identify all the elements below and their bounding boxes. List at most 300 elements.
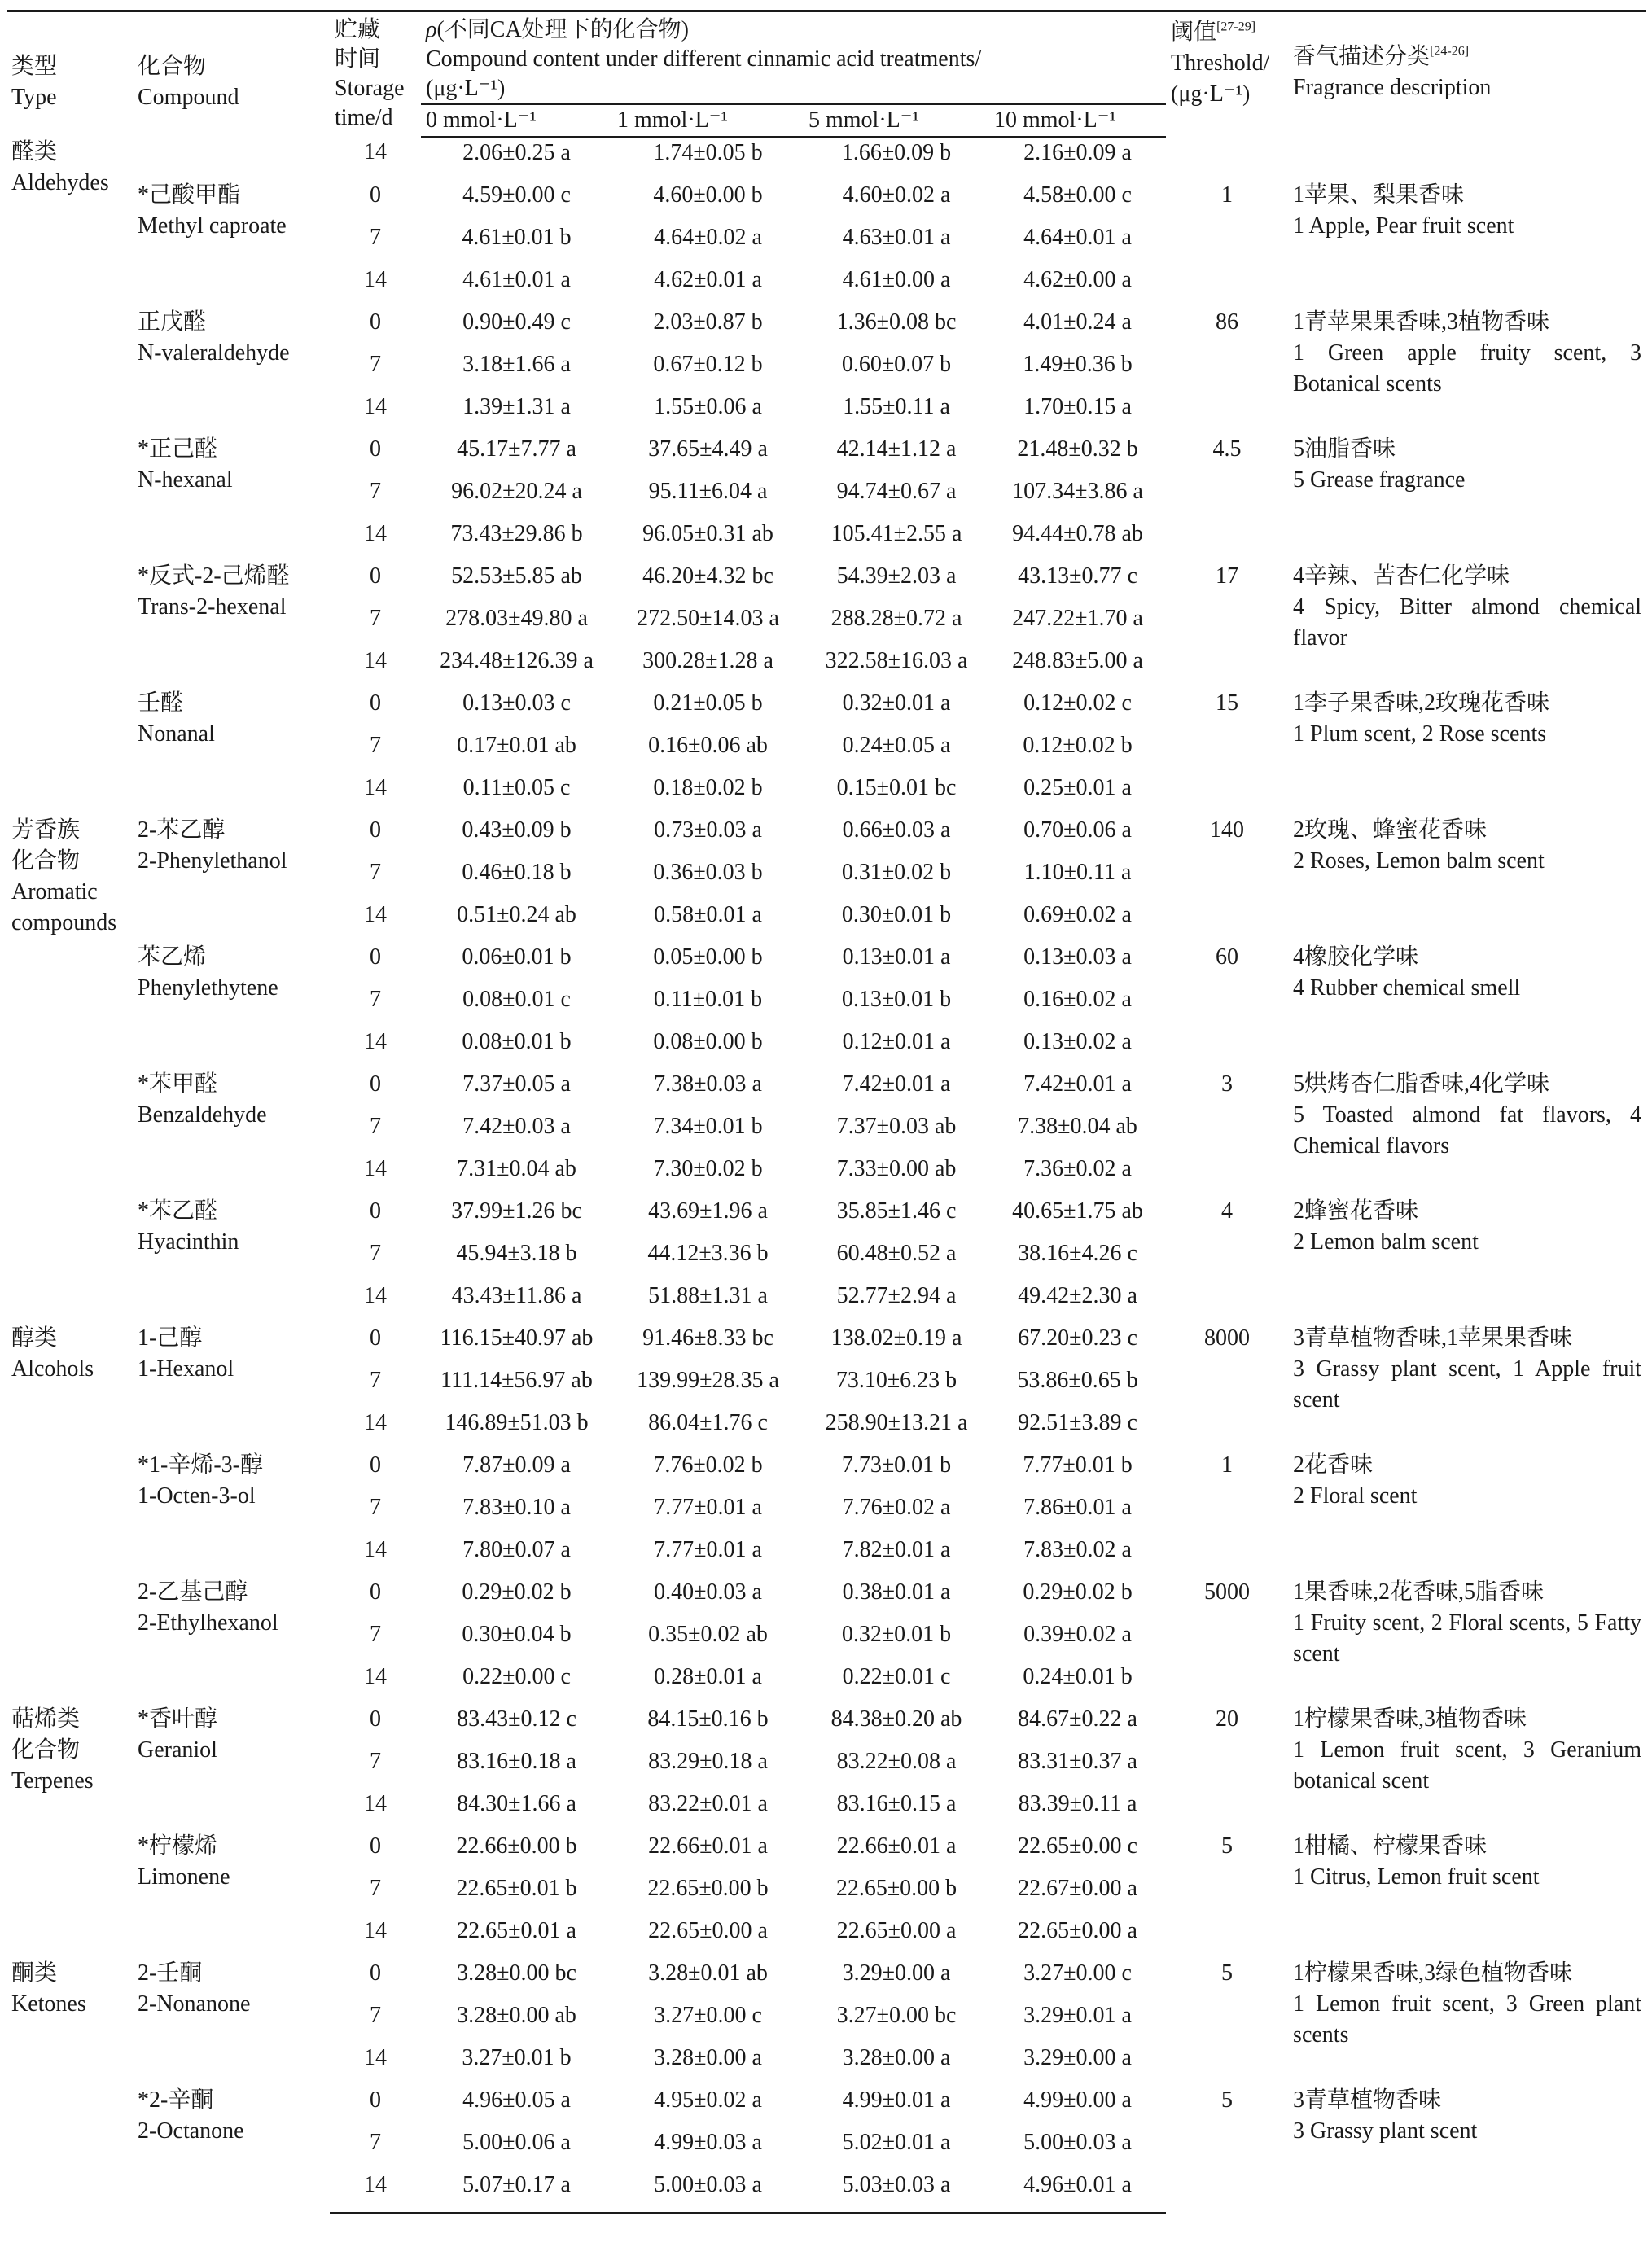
storage-day: 14	[364, 1537, 387, 1562]
storage-day: 0	[370, 182, 381, 208]
content-value: 73.43±29.86 b	[450, 521, 583, 546]
compound-type-line: Aldehydes	[11, 170, 109, 195]
storage-day: 7	[370, 606, 381, 631]
content-value: 22.66±0.01 a	[836, 1833, 957, 1859]
header-fragrance-en: Fragrance description	[1293, 75, 1492, 100]
content-value: 3.27±0.01 b	[462, 2045, 572, 2070]
content-value: 1.36±0.08 bc	[836, 309, 957, 335]
content-value: 95.11±6.04 a	[648, 479, 768, 504]
compound-name-line: 2-Nonanone	[138, 1991, 251, 2017]
storage-day: 7	[370, 1622, 381, 1647]
fragrance-description	[1288, 1704, 1646, 1831]
content-value: 4.61±0.01 b	[462, 225, 572, 250]
storage-day: 14	[364, 1918, 387, 1943]
content-value: 0.06±0.01 b	[462, 944, 572, 970]
content-value: 278.03±49.80 a	[445, 606, 588, 631]
storage-day: 0	[370, 817, 381, 843]
content-value: 0.58±0.01 a	[654, 902, 762, 927]
fragrance-description-line: 1苹果、梨果香味	[1293, 182, 1465, 208]
content-value: 22.65±0.01 a	[457, 1918, 576, 1943]
fragrance-description-line: 1李子果香味,2玫瑰花香味	[1293, 690, 1550, 716]
content-value: 300.28±1.28 a	[642, 648, 773, 673]
content-value: 7.77±0.01 a	[654, 1495, 762, 1520]
content-value: 1.39±1.31 a	[462, 394, 571, 419]
content-value: 5.00±0.06 a	[462, 2130, 571, 2155]
content-value: 0.12±0.02 c	[1023, 690, 1132, 716]
content-value: 83.22±0.08 a	[836, 1749, 957, 1774]
threshold-value: 4	[1221, 1198, 1234, 1224]
fragrance-description-line: 1 Citrus, Lemon fruit scent	[1293, 1864, 1540, 1890]
compound-type-line: 酮类	[11, 1960, 58, 1986]
compound-name	[133, 561, 330, 688]
content-value: 0.67±0.12 b	[653, 352, 763, 377]
content-value: 7.82±0.01 a	[842, 1537, 951, 1562]
content-value: 1.10±0.11 a	[1023, 860, 1132, 885]
storage-day: 14	[364, 1156, 387, 1181]
content-value: 0.31±0.02 b	[841, 860, 952, 885]
content-value: 0.15±0.01 bc	[836, 775, 957, 800]
content-value: 146.89±51.03 b	[445, 1410, 589, 1435]
content-value: 83.16±0.15 a	[836, 1791, 957, 1816]
header-fragrance-zh: 香气描述分类[24-26]	[1293, 44, 1470, 69]
table-row	[7, 1323, 1646, 1365]
threshold-value: 5	[1221, 1833, 1234, 1859]
content-value: 21.48±0.32 b	[1017, 436, 1138, 462]
content-value: 84.15±0.16 b	[647, 1706, 769, 1732]
compound-name-line: Trans-2-hexenal	[138, 594, 287, 620]
content-value: 22.65±0.00 a	[1018, 1918, 1137, 1943]
storage-day: 14	[364, 902, 387, 927]
storage-day: 14	[364, 2045, 387, 2070]
content-value: 4.63±0.01 a	[842, 225, 951, 250]
compound-type-line: Ketones	[11, 1991, 86, 2017]
compound-name-line: 2-Ethylhexanol	[138, 1610, 278, 1636]
content-value: 60.48±0.52 a	[836, 1241, 957, 1266]
content-value: 96.05±0.31 ab	[642, 521, 773, 546]
fragrance-description-line: 1柠檬果香味,3绿色植物香味	[1293, 1960, 1573, 1986]
content-value: 51.88±1.31 a	[648, 1283, 768, 1308]
storage-day: 7	[370, 1368, 381, 1393]
fragrance-description-line: 3青草植物香味,1苹果果香味	[1293, 1325, 1573, 1351]
content-value: 0.40±0.03 a	[654, 1579, 762, 1605]
table-header	[7, 11, 1646, 138]
content-value: 22.67±0.00 a	[1018, 1876, 1137, 1901]
content-value: 7.77±0.01 b	[1023, 1452, 1133, 1478]
content-value: 0.08±0.00 b	[653, 1029, 763, 1054]
fragrance-description-line: 4橡胶化学味	[1293, 944, 1419, 970]
storage-day: 14	[364, 139, 387, 164]
threshold-value: 15	[1216, 690, 1239, 716]
content-value: 3.27±0.00 c	[1023, 1960, 1132, 1986]
compound-name-line: 2-苯乙醇	[138, 817, 226, 843]
compound-name	[133, 1450, 330, 1577]
content-value: 43.69±1.96 a	[648, 1198, 768, 1224]
content-value: 22.65±0.00 a	[648, 1918, 768, 1943]
compound-name-line: 2-乙基己醇	[138, 1579, 248, 1605]
content-value: 0.11±0.05 c	[462, 775, 571, 800]
content-value: 43.13±0.77 c	[1018, 563, 1137, 589]
storage-day: 0	[370, 690, 381, 716]
content-value: 1.74±0.05 b	[653, 140, 763, 165]
storage-day: 7	[370, 987, 381, 1012]
fragrance-description-line: 2花香味	[1293, 1452, 1374, 1478]
threshold-value	[1166, 137, 1288, 180]
content-value: 7.42±0.01 a	[842, 1071, 951, 1097]
content-value: 7.36±0.02 a	[1023, 1156, 1132, 1181]
header-compound-zh: 化合物	[138, 54, 207, 79]
compound-name-line: 壬醛	[138, 690, 184, 716]
content-value: 83.39±0.11 a	[1018, 1791, 1137, 1816]
compound-name	[133, 1577, 330, 1704]
compound-name	[133, 434, 330, 561]
content-value: 0.38±0.01 a	[842, 1579, 951, 1605]
content-value: 0.32±0.01 a	[842, 690, 951, 716]
content-value: 0.16±0.06 ab	[648, 733, 768, 758]
compound-name	[133, 1196, 330, 1323]
content-value: 3.28±0.00 a	[654, 2045, 762, 2070]
content-value: 0.66±0.03 a	[842, 817, 951, 843]
content-value: 37.99±1.26 bc	[451, 1198, 582, 1224]
compound-name	[133, 1323, 330, 1450]
compound-name-line: 2-Octanone	[138, 2118, 244, 2144]
compound-name-line: N-hexanal	[138, 467, 233, 493]
table-row	[7, 942, 1646, 984]
header-threshold-unit: (μg·L⁻¹)	[1171, 81, 1251, 107]
threshold-value: 4.5	[1212, 436, 1242, 462]
threshold-value: 5	[1221, 2087, 1234, 2113]
storage-day: 7	[370, 1749, 381, 1774]
content-value: 1.66±0.09 b	[841, 140, 952, 165]
content-value: 322.58±16.03 a	[825, 648, 968, 673]
header-conc-1: 1 mmol·L⁻¹	[612, 104, 804, 137]
storage-day: 14	[364, 1283, 387, 1308]
content-value: 0.60±0.07 b	[841, 352, 952, 377]
content-value: 4.61±0.01 a	[462, 267, 571, 292]
fragrance-description-line: 5油脂香味	[1293, 436, 1396, 462]
content-value: 0.30±0.01 b	[841, 902, 952, 927]
content-value: 0.36±0.03 b	[653, 860, 763, 885]
fragrance-description	[1288, 1577, 1646, 1704]
header-compound-en: Compound	[138, 85, 239, 110]
storage-day: 0	[370, 1706, 381, 1732]
fragrance-description-line: 1柑橘、柠檬果香味	[1293, 1833, 1488, 1859]
content-value: 52.77±2.94 a	[836, 1283, 957, 1308]
content-value: 84.67±0.22 a	[1018, 1706, 1137, 1732]
storage-day: 14	[364, 394, 387, 419]
header-storage-zh2: 时间	[335, 46, 381, 72]
fragrance-description-line: 3 Grassy plant scent	[1293, 2118, 1478, 2144]
storage-day: 14	[364, 1410, 387, 1435]
compound-name-line: 苯乙烯	[138, 944, 207, 970]
fragrance-description-line: 2 Floral scent	[1293, 1483, 1418, 1509]
content-value: 7.87±0.09 a	[462, 1452, 571, 1478]
compound-type	[7, 137, 133, 815]
compound-name-line: *正己醛	[138, 436, 218, 462]
fragrance-description-line: 5 Grease fragrance	[1293, 467, 1466, 493]
content-value: 234.48±126.39 a	[440, 648, 594, 673]
fragrance-description-line: 1 Plum scent, 2 Rose scents	[1293, 721, 1547, 747]
compound-name-line: *苯甲醛	[138, 1071, 218, 1097]
content-value: 83.29±0.18 a	[648, 1749, 768, 1774]
table-row	[7, 1958, 1646, 2000]
compound-name-line: *柠檬烯	[138, 1833, 218, 1859]
content-value: 91.46±8.33 bc	[642, 1325, 773, 1351]
content-value: 5.02±0.01 a	[842, 2130, 951, 2155]
storage-day: 7	[370, 1241, 381, 1266]
content-value: 116.15±40.97 ab	[440, 1325, 594, 1351]
content-value: 0.29±0.02 b	[462, 1579, 572, 1605]
storage-day: 7	[370, 2003, 381, 2028]
content-value: 3.29±0.01 a	[1023, 2003, 1132, 2028]
fragrance-description-line: 1 Green apple fruity scent, 3 Botanical scents	[1293, 340, 1642, 396]
compound-type-line: 醛类	[11, 139, 58, 164]
table-row	[7, 815, 1646, 857]
fragrance-description	[1288, 434, 1646, 561]
content-value: 0.25±0.01 a	[1023, 775, 1132, 800]
fragrance-description	[1288, 942, 1646, 1069]
storage-day: 7	[370, 2130, 381, 2155]
fragrance-description	[1288, 1196, 1646, 1323]
content-value: 0.90±0.49 c	[462, 309, 571, 335]
content-value: 7.83±0.02 a	[1023, 1537, 1132, 1562]
content-value: 139.99±28.35 a	[637, 1368, 779, 1393]
content-value: 3.28±0.00 bc	[457, 1960, 576, 1986]
content-value: 83.16±0.18 a	[457, 1749, 576, 1774]
fragrance-description	[1288, 180, 1646, 307]
content-value: 96.02±20.24 a	[451, 479, 582, 504]
compound-name	[133, 1069, 330, 1196]
content-value: 288.28±0.72 a	[830, 606, 962, 631]
content-value: 248.83±5.00 a	[1012, 648, 1143, 673]
content-value: 0.28±0.01 a	[654, 1664, 762, 1689]
content-value: 73.10±6.23 b	[835, 1368, 957, 1393]
content-value: 38.16±4.26 c	[1018, 1241, 1137, 1266]
storage-day: 7	[370, 860, 381, 885]
content-value: 0.13±0.02 a	[1023, 1029, 1132, 1054]
compound-name	[133, 1831, 330, 1958]
compound-type	[7, 1958, 133, 2214]
content-value: 7.37±0.03 ab	[836, 1114, 957, 1139]
fragrance-description-line: 1 Lemon fruit scent, 3 Green plant scents	[1293, 1991, 1642, 2048]
content-value: 7.80±0.07 a	[462, 1537, 571, 1562]
threshold-value: 5	[1221, 1960, 1234, 1986]
content-value: 0.21±0.05 b	[653, 690, 763, 716]
storage-day: 14	[364, 267, 387, 292]
content-value: 247.22±1.70 a	[1012, 606, 1143, 631]
content-value: 44.12±3.36 b	[647, 1241, 769, 1266]
fragrance-description	[1288, 1831, 1646, 1958]
storage-day: 7	[370, 479, 381, 504]
compound-name	[133, 180, 330, 307]
compound-name-line: *己酸甲酯	[138, 182, 241, 208]
content-value: 0.32±0.01 b	[841, 1622, 952, 1647]
fragrance-description-line: 2 Roses, Lemon balm scent	[1293, 848, 1545, 874]
compound-name-line: 1-己醇	[138, 1325, 203, 1351]
content-value: 0.18±0.02 b	[653, 775, 763, 800]
compound-name-line: *2-辛酮	[138, 2087, 214, 2113]
content-value: 84.30±1.66 a	[457, 1791, 576, 1816]
header-storage-en2: time/d	[335, 105, 393, 130]
compound-name	[133, 815, 330, 942]
content-value: 0.43±0.09 b	[462, 817, 572, 843]
content-value: 0.22±0.00 c	[462, 1664, 571, 1689]
fragrance-description	[1288, 137, 1646, 180]
compound-type-line: compounds	[11, 910, 117, 935]
content-value: 4.99±0.01 a	[842, 2087, 951, 2113]
content-value: 1.49±0.36 b	[1023, 352, 1133, 377]
storage-day: 0	[370, 1071, 381, 1097]
content-value: 4.60±0.00 b	[653, 182, 763, 208]
content-value: 0.35±0.02 ab	[648, 1622, 768, 1647]
storage-day: 14	[364, 521, 387, 546]
header-type-en: Type	[11, 85, 57, 110]
fragrance-description	[1288, 1450, 1646, 1577]
content-value: 0.05±0.00 b	[653, 944, 763, 970]
header-content	[421, 11, 1166, 105]
content-value: 1.70±0.15 a	[1023, 394, 1132, 419]
content-value: 7.77±0.01 a	[654, 1537, 762, 1562]
compound-type-line: 化合物	[11, 1737, 81, 1763]
fragrance-description-line: 2玫瑰、蜂蜜花香味	[1293, 817, 1488, 843]
content-value: 3.28±0.01 ab	[648, 1960, 768, 1986]
fragrance-description	[1288, 561, 1646, 688]
storage-day: 0	[370, 436, 381, 462]
storage-day: 7	[370, 1114, 381, 1139]
content-value: 53.86±0.65 b	[1017, 1368, 1138, 1393]
content-value: 92.51±3.89 c	[1018, 1410, 1137, 1435]
compound-name	[133, 137, 330, 180]
content-value: 22.66±0.00 b	[456, 1833, 577, 1859]
threshold-value: 140	[1210, 817, 1245, 843]
threshold-value: 1	[1221, 1452, 1234, 1478]
compound-name-line: N-valeraldehyde	[138, 340, 290, 366]
compound-table	[7, 10, 1646, 2214]
content-value: 0.08±0.01 c	[462, 987, 571, 1012]
table-row	[7, 180, 1646, 222]
compound-type-line: 萜烯类	[11, 1706, 81, 1732]
content-value: 7.37±0.05 a	[462, 1071, 571, 1097]
header-type	[7, 11, 133, 138]
compound-name	[133, 688, 330, 815]
content-value: 7.30±0.02 b	[653, 1156, 763, 1181]
compound-name-line: 2-壬酮	[138, 1960, 203, 1986]
compound-name-line: *1-辛烯-3-醇	[138, 1452, 263, 1478]
content-value: 22.65±0.00 b	[835, 1876, 957, 1901]
compound-name-line: *苯乙醛	[138, 1198, 218, 1224]
content-value: 3.28±0.00 ab	[457, 2003, 576, 2028]
content-value: 3.28±0.00 a	[842, 2045, 951, 2070]
fragrance-description-line: 1果香味,2花香味,5脂香味	[1293, 1579, 1545, 1605]
content-value: 4.62±0.01 a	[654, 267, 762, 292]
content-value: 1.55±0.11 a	[843, 394, 950, 419]
content-value: 0.29±0.02 b	[1023, 1579, 1133, 1605]
fragrance-description-line: 4辛辣、苦杏仁化学味	[1293, 563, 1510, 589]
fragrance-description-line: 4 Spicy, Bitter almond chemical flavor	[1293, 594, 1642, 650]
threshold-value: 60	[1216, 944, 1239, 970]
content-value: 5.07±0.17 a	[421, 2170, 612, 2214]
content-value: 0.22±0.01 c	[842, 1664, 951, 1689]
table-row	[7, 1831, 1646, 1873]
compound-name-line: Limonene	[138, 1864, 230, 1890]
content-value: 138.02±0.19 a	[830, 1325, 962, 1351]
content-value: 22.65±0.01 b	[456, 1876, 577, 1901]
fragrance-description-line: 1 Lemon fruit scent, 3 Geranium botanical scent	[1293, 1737, 1642, 1794]
fragrance-description	[1288, 1323, 1646, 1450]
content-value: 0.13±0.03 c	[462, 690, 571, 716]
storage-day: 14	[364, 775, 387, 800]
table-row	[7, 434, 1646, 476]
compound-name	[133, 307, 330, 434]
table-body	[7, 137, 1646, 2214]
content-value: 43.43±11.86 a	[451, 1283, 582, 1308]
content-value: 3.27±0.00 c	[654, 2003, 762, 2028]
storage-day: 0	[370, 1579, 381, 1605]
compound-name-line: *香叶醇	[138, 1706, 218, 1732]
content-value: 83.43±0.12 c	[457, 1706, 576, 1732]
fragrance-description-line: 5烘烤杏仁脂香味,4化学味	[1293, 1071, 1550, 1097]
header-content-en: Compound content under different cinnamic acid treatments/	[426, 46, 982, 72]
content-value: 0.51±0.24 ab	[457, 902, 576, 927]
storage-day: 14	[364, 1664, 387, 1689]
compound-name	[133, 1958, 330, 2085]
content-value: 2.16±0.09 a	[1023, 140, 1132, 165]
fragrance-description-line: 5 Toasted almond fat flavors, 4 Chemical flavors	[1293, 1102, 1642, 1159]
content-value: 7.38±0.03 a	[654, 1071, 762, 1097]
fragrance-description-line: 2 Lemon balm scent	[1293, 1229, 1479, 1255]
content-value: 258.90±13.21 a	[825, 1410, 968, 1435]
content-value: 0.13±0.03 a	[1023, 944, 1132, 970]
header-conc-10: 10 mmol·L⁻¹	[989, 104, 1166, 137]
compound-type-line: 醇类	[11, 1325, 58, 1351]
fragrance-description-line: 3青草植物香味	[1293, 2087, 1442, 2113]
content-value: 2.03±0.87 b	[653, 309, 763, 335]
content-value: 0.46±0.18 b	[462, 860, 572, 885]
content-value: 4.61±0.00 a	[842, 267, 951, 292]
compound-name-line: 1-Octen-3-ol	[138, 1483, 256, 1509]
content-value: 7.83±0.10 a	[462, 1495, 571, 1520]
content-value: 105.41±2.55 a	[830, 521, 962, 546]
storage-day: 0	[370, 1198, 381, 1224]
compound-name	[133, 1704, 330, 1831]
content-value: 52.53±5.85 ab	[451, 563, 582, 589]
content-value: 94.74±0.67 a	[836, 479, 957, 504]
storage-day: 14	[330, 2170, 421, 2214]
compound-name-line: Nonanal	[138, 721, 215, 747]
header-conc-0: 0 mmol·L⁻¹	[421, 104, 612, 137]
table-row	[7, 307, 1646, 349]
fragrance-description	[1288, 307, 1646, 434]
compound-name-line: 正戊醛	[138, 309, 207, 335]
header-storage-en1: Storage	[335, 76, 405, 101]
content-value: 22.65±0.00 b	[647, 1876, 769, 1901]
content-value: 49.42±2.30 a	[1018, 1283, 1137, 1308]
storage-day: 0	[370, 944, 381, 970]
fragrance-description-line: 4 Rubber chemical smell	[1293, 975, 1521, 1001]
content-value: 54.39±2.03 a	[836, 563, 957, 589]
content-value: 111.14±56.97 ab	[440, 1368, 593, 1393]
storage-day: 14	[364, 1791, 387, 1816]
content-value: 0.08±0.01 b	[462, 1029, 572, 1054]
compound-name-line: 1-Hexanol	[138, 1356, 234, 1382]
content-value: 3.27±0.00 bc	[836, 2003, 957, 2028]
header-type-zh: 类型	[11, 54, 58, 79]
compound-type	[7, 1704, 133, 1958]
threshold-value: 5000	[1204, 1579, 1251, 1605]
content-value: 4.62±0.00 a	[1023, 267, 1132, 292]
fragrance-description	[1288, 688, 1646, 815]
fragrance-description-line: 1青苹果果香味,3植物香味	[1293, 309, 1550, 335]
fragrance-description-line: 3 Grassy plant scent, 1 Apple fruit scent	[1293, 1356, 1642, 1413]
